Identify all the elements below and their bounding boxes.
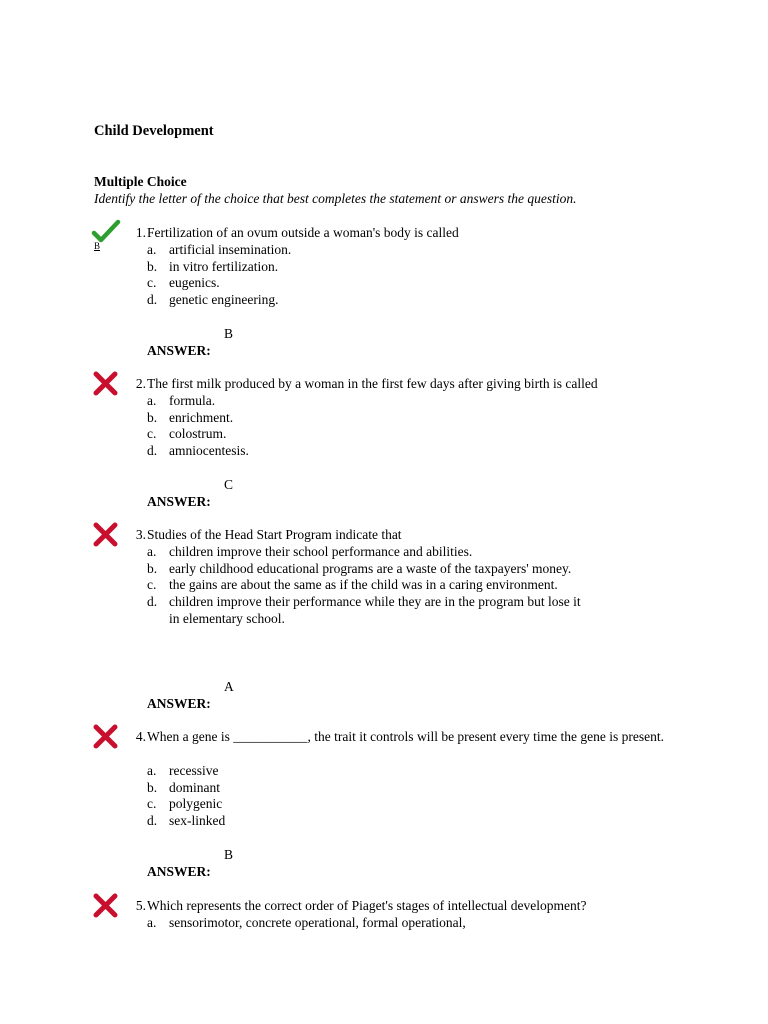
question-number: 5. xyxy=(135,898,146,913)
choice-letter: a. xyxy=(147,915,157,930)
choice-text: artificial insemination. xyxy=(169,242,292,257)
answer-label: ANSWER: xyxy=(147,494,211,509)
choice-item xyxy=(147,780,225,797)
choice-text: polygenic xyxy=(169,796,223,812)
choice-item xyxy=(147,443,249,460)
given-answer: B xyxy=(94,241,101,251)
choice-letter: d. xyxy=(147,813,158,829)
choice-item xyxy=(147,544,587,561)
x-icon xyxy=(91,723,121,749)
choice-list xyxy=(147,915,667,932)
choice-letter: c. xyxy=(147,275,157,291)
choice-text: children improve their school performance and abilities. xyxy=(169,544,473,559)
choice-item xyxy=(147,242,291,259)
choice-item xyxy=(147,594,587,627)
correct-answer: B xyxy=(224,326,234,341)
choice-letter: d. xyxy=(147,594,158,610)
choice-item xyxy=(147,796,225,813)
choice-item xyxy=(147,275,291,292)
choice-item xyxy=(147,410,249,427)
choice-text: early childhood educational programs are a waste of the taxpayers' money. xyxy=(169,560,572,576)
choice-item xyxy=(147,292,291,309)
choice-item xyxy=(147,763,225,780)
choice-list xyxy=(147,393,249,460)
choice-item xyxy=(147,561,587,578)
choice-letter: b. xyxy=(147,409,158,425)
choice-text: amniocentesis. xyxy=(169,443,249,459)
choice-letter: a. xyxy=(147,393,157,408)
question-text: Which represents the correct order of Piaget's stages of intellectual development? xyxy=(147,898,587,913)
choice-text: genetic engineering. xyxy=(169,292,279,308)
answer-label: ANSWER: xyxy=(147,696,211,711)
choice-item xyxy=(147,813,225,830)
x-icon xyxy=(91,370,121,396)
choice-list xyxy=(147,544,587,628)
choice-text: in vitro fertilization. xyxy=(169,258,279,274)
correct-answer: A xyxy=(224,679,234,694)
correct-answer: C xyxy=(224,477,234,492)
question-text: When a gene is ___________, the trait it controls will be present every time the gene is present. xyxy=(147,729,664,744)
choice-letter: a. xyxy=(147,242,157,257)
choice-letter: c. xyxy=(147,796,157,812)
choice-letter: d. xyxy=(147,443,158,459)
choice-item xyxy=(147,577,587,594)
choice-text: formula. xyxy=(169,393,216,408)
section-title: Multiple Choice xyxy=(94,174,187,189)
choice-text: enrichment. xyxy=(169,409,234,425)
choice-text: the gains are about the same as if the child was in a caring environment. xyxy=(169,577,558,593)
choice-text: eugenics. xyxy=(169,275,220,291)
choice-list xyxy=(147,242,291,309)
question-text: Studies of the Head Start Program indicate that xyxy=(147,527,402,542)
choice-letter: b. xyxy=(147,560,158,576)
choice-text: colostrum. xyxy=(169,426,227,442)
choice-item xyxy=(147,259,291,276)
question-number: 2. xyxy=(135,376,146,391)
question-number: 3. xyxy=(135,527,146,542)
choice-item xyxy=(147,915,667,932)
choice-letter: c. xyxy=(147,577,157,593)
choice-list xyxy=(147,763,225,830)
choice-text: sex-linked xyxy=(169,813,226,829)
answer-label: ANSWER: xyxy=(147,864,211,879)
choice-letter: b. xyxy=(147,779,158,795)
question-number: 4. xyxy=(135,729,146,744)
choice-item xyxy=(147,393,249,410)
choice-letter: b. xyxy=(147,258,158,274)
choice-text: recessive xyxy=(169,763,219,778)
correct-answer: B xyxy=(224,847,234,862)
document-title: Child Development xyxy=(94,123,214,139)
question-text: The first milk produced by a woman in the first few days after giving birth is called xyxy=(147,376,598,391)
choice-letter: c. xyxy=(147,426,157,442)
choice-text: dominant xyxy=(169,779,220,795)
question-number: 1. xyxy=(135,225,146,240)
choice-letter: a. xyxy=(147,763,157,778)
question-text: Fertilization of an ovum outside a woman's body is called xyxy=(147,225,459,240)
answer-label: ANSWER: xyxy=(147,343,211,358)
choice-letter: d. xyxy=(147,292,158,308)
choice-text: children improve their performance while they are in the program but lose it in elementary school. xyxy=(169,594,581,626)
instructions: Identify the letter of the choice that best completes the statement or answers the question. xyxy=(94,191,577,206)
x-icon xyxy=(91,892,121,918)
x-icon xyxy=(91,521,121,547)
choice-text: sensorimotor, concrete operational, formal operational, xyxy=(169,915,466,930)
choice-letter: a. xyxy=(147,544,157,559)
choice-item xyxy=(147,426,249,443)
